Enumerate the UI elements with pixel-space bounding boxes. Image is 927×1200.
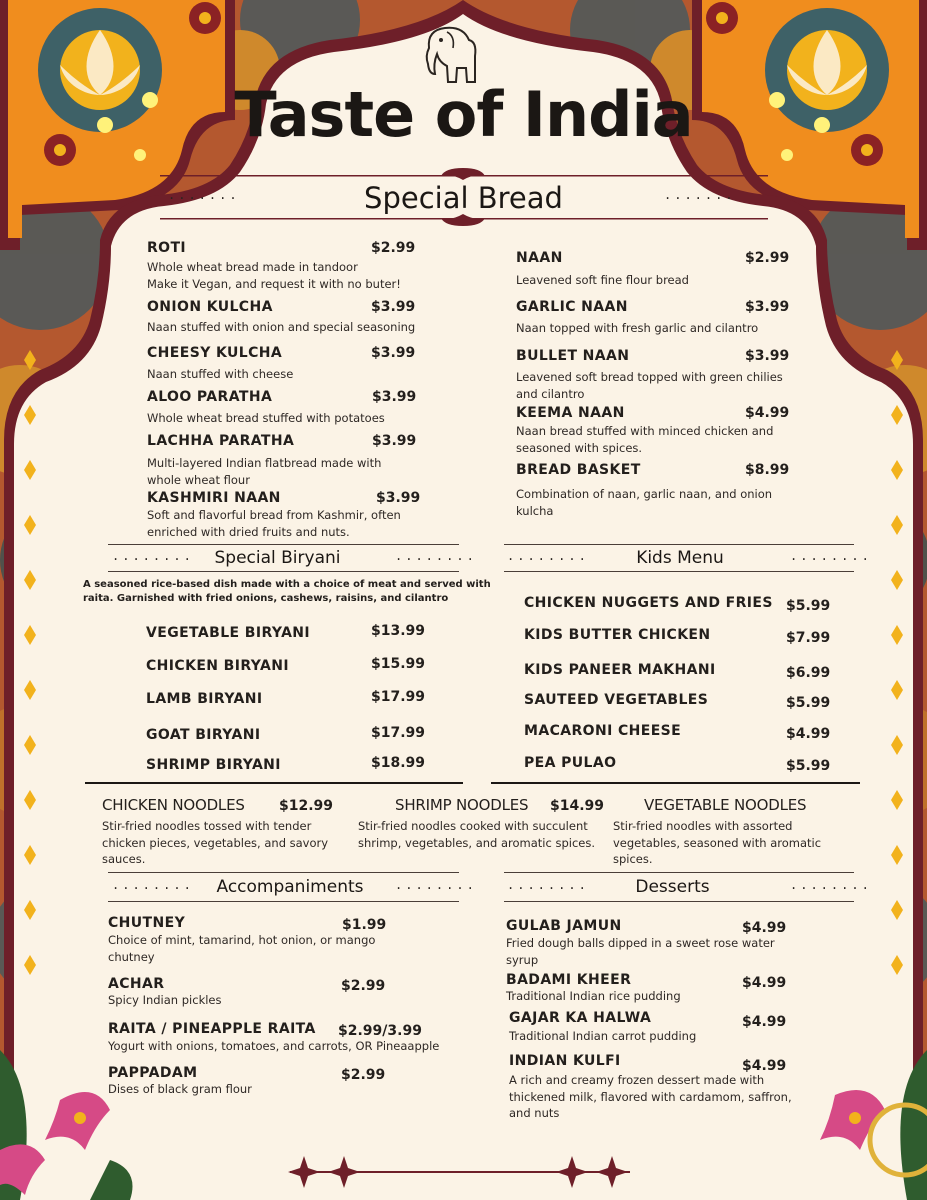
menu-item-price: $17.99 [371, 689, 426, 705]
divider [85, 782, 463, 784]
menu-item-price: $15.99 [371, 656, 426, 672]
menu-item-name: GAJAR KA HALWA [509, 1010, 652, 1026]
menu-item-name: ONION KULCHA [147, 299, 273, 315]
dots-divider: ........ [790, 549, 872, 563]
menu-item-desc: Dises of black gram flour [108, 1082, 252, 1096]
dots-divider: ........ [395, 878, 477, 892]
menu-item-desc: Fried dough balls dipped in a sweet rose water syrup [506, 936, 775, 967]
dots-divider: ........ [112, 549, 194, 563]
menu-item-name: CHUTNEY [108, 915, 186, 931]
menu-item-price: $4.99 [742, 1058, 787, 1074]
menu-item-price: $4.99 [786, 726, 831, 742]
menu-item-price: $17.99 [371, 725, 426, 741]
dots-divider: ........ [395, 549, 477, 563]
menu-item-price: $4.99 [742, 1014, 787, 1030]
menu-item-price: $13.99 [371, 623, 426, 639]
menu-item-name: KEEMA NAAN [516, 405, 625, 421]
menu-item-desc: Soft and flavorful bread from Kashmir, often enriched with dried fruits and nuts. [147, 508, 401, 539]
menu-item-name: SHRIMP BIRYANI [146, 757, 281, 773]
menu-item-desc: Choice of mint, tamarind, hot onion, or mango chutney [108, 933, 376, 964]
menu-item-name: LACHHA PARATHA [147, 433, 295, 449]
menu-item-price: $1.99 [342, 917, 387, 933]
noodle-item-name: VEGETABLE NOODLES [644, 796, 807, 814]
menu-item-price: $2.99/3.99 [338, 1023, 422, 1039]
menu-item-desc: Whole wheat bread stuffed with potatoes [147, 411, 385, 425]
menu-item-desc: A rich and creamy frozen dessert made with thickened milk, flavored with cardamom, saffron, and nuts [509, 1073, 792, 1120]
menu-item-desc: Naan stuffed with cheese [147, 367, 294, 381]
divider [504, 544, 854, 545]
menu-item-name: KASHMIRI NAAN [147, 490, 281, 506]
menu-item-price: $5.99 [786, 695, 831, 711]
menu-item-name: PAPPADAM [108, 1065, 198, 1081]
menu-item-price: $2.99 [341, 978, 386, 994]
menu-item-desc: Leavened soft bread topped with green chilies and cilantro [516, 370, 783, 401]
noodle-item-desc: Stir-fried noodles cooked with succulent shrimp, vegetables, and aromatic spices. [358, 819, 596, 850]
menu-item-price: $3.99 [371, 345, 416, 361]
menu-item-name: BREAD BASKET [516, 462, 641, 478]
menu-item-name: INDIAN KULFI [509, 1053, 621, 1069]
divider [108, 571, 459, 572]
noodle-item-desc: Stir-fried noodles with assorted vegetables, seasoned with aromatic spices. [613, 819, 822, 866]
menu-item-name: ROTI [147, 240, 187, 256]
menu-item-price: $5.99 [786, 758, 831, 774]
menu-item-desc: Whole wheat bread made in tandoor Make it Vegan, and request it with no buter! [147, 260, 401, 291]
menu-item-name: PEA PULAO [524, 755, 617, 771]
menu-item-name: KIDS PANEER MAKHANI [524, 662, 716, 678]
menu-item-desc: Leavened soft fine flour bread [516, 273, 689, 287]
menu-item-price: $3.99 [372, 433, 417, 449]
divider [108, 872, 459, 873]
dots-divider: ....... [168, 188, 240, 202]
menu-item-price: $3.99 [376, 490, 421, 506]
menu-item-desc: Naan bread stuffed with minced chicken and seasoned with spices. [516, 424, 774, 455]
menu-item-name: GARLIC NAAN [516, 299, 628, 315]
menu-item-name: VEGETABLE BIRYANI [146, 625, 311, 641]
menu-item-price: $18.99 [371, 755, 426, 771]
menu-item-desc: Multi-layered Indian flatbread made with whole wheat flour [147, 456, 382, 487]
menu-item-price: $2.99 [341, 1067, 386, 1083]
menu-item-name: CHICKEN NUGGETS AND FRIES [524, 595, 773, 611]
menu-item-desc: Combination of naan, garlic naan, and onion kulcha [516, 487, 773, 518]
menu-item-desc: Yogurt with onions, tomatoes, and carrots, OR Pineaapple [108, 1039, 440, 1053]
section-title-special-bread: Special Bread [364, 181, 563, 215]
section-title-desserts: Desserts [635, 877, 710, 897]
menu-item-price: $8.99 [745, 462, 790, 478]
menu-item-price: $4.99 [745, 405, 790, 421]
menu-item-price: $6.99 [786, 665, 831, 681]
menu-item-name: GOAT BIRYANI [146, 727, 261, 743]
dots-divider: ........ [112, 878, 194, 892]
menu-item-price: $5.99 [786, 598, 831, 614]
menu-item-name: SAUTEED VEGETABLES [524, 692, 709, 708]
menu-item-name: MACARONI CHEESE [524, 723, 682, 739]
menu-item-name: BADAMI KHEER [506, 972, 632, 988]
dots-divider: ........ [507, 878, 589, 892]
menu-item-desc: Traditional Indian rice pudding [506, 989, 681, 1003]
menu-item-name: BULLET NAAN [516, 348, 630, 364]
section-title-accompaniments: Accompaniments [216, 877, 364, 897]
divider [504, 901, 854, 902]
menu-item-price: $2.99 [745, 250, 790, 266]
noodle-item-desc: Stir-fried noodles tossed with tender chicken pieces, vegetables, and savory sauces. [102, 819, 329, 866]
menu-item-name: CHEESY KULCHA [147, 345, 283, 361]
menu-item-name: GULAB JAMUN [506, 918, 622, 934]
noodle-item-price: $14.99 [550, 798, 605, 814]
dots-divider: ....... [664, 188, 736, 202]
divider [108, 544, 459, 545]
menu-item-desc: Naan topped with fresh garlic and cilantro [516, 321, 759, 335]
divider [504, 571, 854, 572]
menu-item-price: $2.99 [371, 240, 416, 256]
section-title-kids: Kids Menu [636, 548, 724, 568]
dots-divider: ........ [790, 878, 872, 892]
menu-item-desc: Naan stuffed with onion and special seasoning [147, 320, 416, 334]
noodle-item-price: $12.99 [279, 798, 334, 814]
menu-item-desc: Spicy Indian pickles [108, 993, 222, 1007]
menu-item-price: $3.99 [745, 299, 790, 315]
divider [504, 872, 854, 873]
menu-item-name: ACHAR [108, 976, 165, 992]
menu-item-price: $4.99 [742, 975, 787, 991]
menu-item-price: $7.99 [786, 630, 831, 646]
menu-item-price: $4.99 [742, 920, 787, 936]
noodle-item-name: SHRIMP NOODLES [395, 796, 529, 814]
divider [108, 901, 459, 902]
menu-item-price: $3.99 [745, 348, 790, 364]
menu-item-name: ALOO PARATHA [147, 389, 273, 405]
menu-item-name: LAMB BIRYANI [146, 691, 263, 707]
menu-item-name: KIDS BUTTER CHICKEN [524, 627, 711, 643]
noodle-item-name: CHICKEN NOODLES [102, 796, 245, 814]
menu-item-price: $3.99 [372, 389, 417, 405]
menu-item-name: CHICKEN BIRYANI [146, 658, 289, 674]
menu-item-name: NAAN [516, 250, 563, 266]
menu-item-name: RAITA / PINEAPPLE RAITA [108, 1021, 316, 1037]
biryani-intro: A seasoned rice-based dish made with a choice of meat and served with raita. Garnished with fried onions, cashews, raisins, and cilantro [83, 579, 491, 604]
menu-item-desc: Traditional Indian carrot pudding [509, 1029, 697, 1043]
section-title-biryani: Special Biryani [214, 548, 341, 568]
page-title: Taste of India [234, 78, 693, 151]
dots-divider: ........ [507, 549, 589, 563]
divider [491, 782, 860, 784]
menu-item-price: $3.99 [371, 299, 416, 315]
